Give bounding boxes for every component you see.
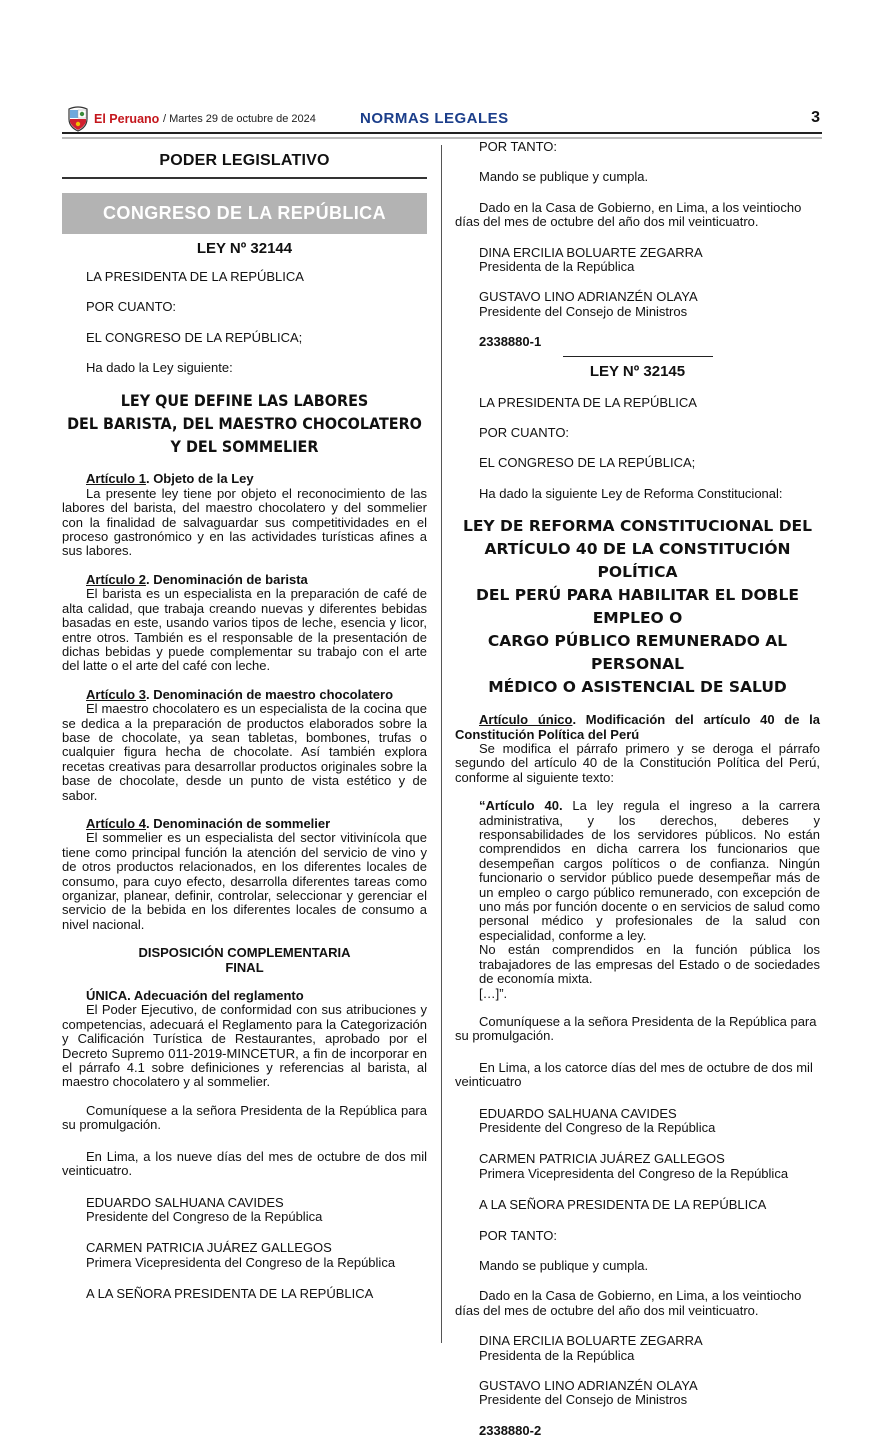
- intro-line: Ha dado la Ley siguiente:: [86, 360, 233, 376]
- publication-date: / Martes 29 de octubre de 2024: [163, 113, 316, 125]
- signature-block: [455, 290, 820, 319]
- intro-line: Ha dado la siguiente Ley de Reforma Constitucional:: [479, 485, 783, 501]
- quote-end: […]”.: [479, 985, 508, 1001]
- signatory-role: Presidente del Consejo de Ministros: [479, 303, 688, 319]
- law-title-line: Y DEL SOMMELIER: [170, 437, 319, 457]
- signatory-name: GUSTAVO LINO ADRIANZÉN OLAYA: [479, 289, 698, 305]
- signature-block: [455, 1334, 820, 1363]
- intro-line: POR CUANTO:: [479, 424, 570, 440]
- signatory-name: EDUARDO SALHUANA CAVIDES: [479, 1105, 677, 1121]
- signatory-name: CARMEN PATRICIA JUÁREZ GALLEGOS: [86, 1240, 332, 1256]
- law-title-line: LEY QUE DEFINE LAS LABORES: [120, 391, 369, 411]
- unica-heading: ÚNICA. Adecuación del reglamento: [86, 988, 304, 1004]
- column-divider: [441, 145, 442, 1343]
- unica-provision: [62, 989, 427, 1090]
- article-1: [62, 472, 427, 558]
- addressee: A LA SEÑORA PRESIDENTA DE LA REPÚBLICA: [479, 1197, 767, 1213]
- left-column: [62, 146, 427, 1316]
- dado-en: Dado en la Casa de Gobierno, en Lima, a los veintiocho días del mes de octubre del año dos mil veinticuatro.: [455, 199, 802, 230]
- unica-text: El Poder Ejecutivo, de conformidad con sus atribuciones y competencias, adecuará el Reglamento para la Categorización y Calificación Turística de Restaurantes, aprobado por el Decreto Supremo 011-2019-MINCETUR, a fin de incorporar en el párrafo 4.1 sobre definiciones y referencias al barista, al maestro chocolatero y al sommelier.: [62, 1002, 427, 1090]
- comuniquese: Comuníquese a la señora Presidenta de la República para su promulgación.: [62, 1102, 427, 1133]
- comuniquese: Comuníquese a la señora Presidenta de la República para su promulgación.: [455, 1013, 817, 1044]
- peru-coat-of-arms-icon: [66, 106, 90, 132]
- header-rule: [62, 132, 822, 134]
- constitution-quote: [455, 799, 820, 1001]
- law-title: [62, 389, 427, 458]
- congreso-banner: CONGRESO DE LA REPÚBLICA: [62, 193, 427, 234]
- section-title: NORMAS LEGALES: [360, 110, 509, 127]
- signatory-name: CARMEN PATRICIA JUÁREZ GALLEGOS: [479, 1151, 725, 1167]
- publication-code: 2338880-2: [479, 1422, 542, 1438]
- signature-block: [455, 1379, 820, 1408]
- intro-line: EL CONGRESO DE LA REPÚBLICA;: [479, 455, 696, 471]
- intro-line: LA PRESIDENTA DE LA REPÚBLICA: [479, 394, 697, 410]
- publication-code: 2338880-1: [479, 334, 542, 350]
- mando: Mando se publique y cumpla.: [479, 1257, 649, 1273]
- mando: Mando se publique y cumpla.: [479, 169, 649, 185]
- disposicion-heading: DISPOSICIÓN COMPLEMENTARIA FINAL: [138, 945, 351, 975]
- signatory-role: Primera Vicepresidenta del Congreso de la República: [479, 1165, 789, 1181]
- article-text: El sommelier es un especialista del sector vitivinícola que tiene como principal función la atención del servicio de vino y de otros productos relacionados, en los diferentes locales de consumo, para cuyo efecto, desarrolla diferentes tareas como organizar, planear, definir, controlar, seleccionar y gerenciar el servicio de la bebida en los diferentes locales de consumo a nivel nacional.: [62, 830, 427, 932]
- signatory-name: DINA ERCILIA BOLUARTE ZEGARRA: [479, 1333, 703, 1349]
- en-lima: En Lima, a los catorce días del mes de octubre de dos mil veinticuatro: [455, 1059, 813, 1090]
- intro-line: LA PRESIDENTA DE LA REPÚBLICA: [86, 268, 304, 284]
- en-lima: En Lima, a los nueve días del mes de octubre de dos mil veinticuatro.: [62, 1148, 427, 1179]
- article-text: La presente ley tiene por objeto el reconocimiento de las labores del barista, del maestro chocolatero y del sommelier con la finalidad de salvaguardar sus competitividades en el proceso gastronómico y en las actividades turísticas afines a sus labores.: [62, 485, 427, 559]
- signatory-role: Presidenta de la República: [479, 259, 635, 275]
- article-heading: Artículo 4. Denominación de sommelier: [86, 815, 331, 831]
- dado-en: Dado en la Casa de Gobierno, en Lima, a los veintiocho días del mes de octubre del año dos mil veinticuatro.: [455, 1288, 802, 1318]
- signature-block: [455, 246, 820, 275]
- law-number: LEY Nº 32144: [196, 240, 293, 258]
- law-title-line: DEL BARISTA, DEL MAESTRO CHOCOLATERO: [67, 414, 422, 434]
- law-title-line: CARGO PÚBLICO REMUNERADO AL PERSONAL: [487, 632, 788, 674]
- signatory-name: DINA ERCILIA BOLUARTE ZEGARRA: [479, 244, 703, 260]
- signature-block: [62, 1241, 427, 1270]
- article-heading: Artículo 3. Denominación de maestro chocolatero: [86, 686, 394, 702]
- signatory-name: EDUARDO SALHUANA CAVIDES: [86, 1194, 284, 1210]
- quote-paragraph: “Artículo 40. La ley regula el ingreso a la carrera administrativa, y los derechos, deberes y responsabilidades de los servidores públicos. No están comprendidos en dicha carrera los funcionarios que desempeñan cargos políticos o de confianza. Ningún funcionario o servidor público puede desempeñar más de un empleo o cargo público remunerado, con excepción de uno más por función docente o en servicios de salud como personal médico y profesionales de la salud con especialidad, conforme a ley.: [479, 798, 821, 943]
- article-heading: Artículo 2. Denominación de barista: [86, 571, 308, 587]
- page-number: 3: [811, 109, 820, 126]
- article-heading: Artículo 1. Objeto de la Ley: [86, 471, 254, 487]
- signatory-name: GUSTAVO LINO ADRIANZÉN OLAYA: [479, 1378, 698, 1393]
- article-heading: Artículo único. Modificación del artículo 40 de la Constitución Política del Perú: [455, 712, 820, 742]
- law-title-line: LEY DE REFORMA CONSTITUCIONAL DEL: [462, 517, 813, 536]
- intro-line: EL CONGRESO DE LA REPÚBLICA;: [86, 329, 303, 345]
- signatory-role: Presidente del Congreso de la República: [86, 1208, 323, 1224]
- article-text: Se modifica el párrafo primero y se deroga el párrafo segundo del artículo 40 de la Constitución Política del Perú, conforme al siguiente texto:: [455, 741, 820, 785]
- separator-rule: [563, 356, 713, 358]
- header-rule-secondary: [62, 137, 822, 139]
- right-column: [455, 140, 820, 1452]
- signatory-role: Presidente del Consejo de Ministros: [479, 1392, 688, 1408]
- signature-block: [455, 1152, 820, 1181]
- signatory-role: Presidenta de la República: [479, 1347, 635, 1363]
- law-title-line: MÉDICO O ASISTENCIAL DE SALUD: [488, 678, 787, 697]
- addressee: A LA SEÑORA PRESIDENTA DE LA REPÚBLICA: [86, 1286, 374, 1302]
- article-text: El maestro chocolatero es un especialista de la cocina que se dedica a la preparación de productos elaborados sobre la base de chocolate, ya sean tabletas, bombones, trufas o cualquier figura hecha de chocolate. Así también explora recetas creativas para desarrollar productos originales sobre la base de chocolate, desde un punto de vista estético y de sabor.: [62, 701, 427, 803]
- section-rule: [62, 177, 427, 179]
- article-text: El barista es un especialista en la preparación de café de alta calidad, que trabaja creando nuevas y diferentes bebidas basadas en este, usando varios tipos de leche, esencia y licor, entre otros. También es el responsable de la presentación de dichas bebidas y puede complementar su trabajo con el arte del latte o el arte del café con leche.: [62, 586, 427, 674]
- article-3: [62, 688, 427, 803]
- article-4: [62, 817, 427, 932]
- por-tanto: POR TANTO:: [479, 139, 558, 154]
- law-title-line: ARTÍCULO 40 DE LA CONSTITUCIÓN POLÍTICA: [484, 540, 791, 582]
- signature-block: [62, 1196, 427, 1225]
- brand-name: El Peruano: [94, 112, 160, 126]
- article-2: [62, 573, 427, 674]
- section-heading-poder: PODER LEGISLATIVO: [159, 152, 330, 169]
- signatory-role: Primera Vicepresidenta del Congreso de la República: [86, 1254, 396, 1270]
- law-title: [455, 515, 820, 699]
- signature-block: [455, 1107, 820, 1136]
- por-tanto: POR TANTO:: [479, 1227, 558, 1243]
- signatory-role: Presidente del Congreso de la República: [479, 1119, 716, 1135]
- article-unico: [455, 713, 820, 785]
- intro-line: POR CUANTO:: [86, 299, 177, 315]
- law-number: LEY Nº 32145: [589, 363, 686, 381]
- quote-paragraph: No están comprendidos en la función pública los trabajadores de las empresas del Estado o de sociedades de economía mixta.: [479, 942, 820, 987]
- law-title-line: DEL PERÚ PARA HABILITAR EL DOBLE EMPLEO O: [476, 586, 799, 628]
